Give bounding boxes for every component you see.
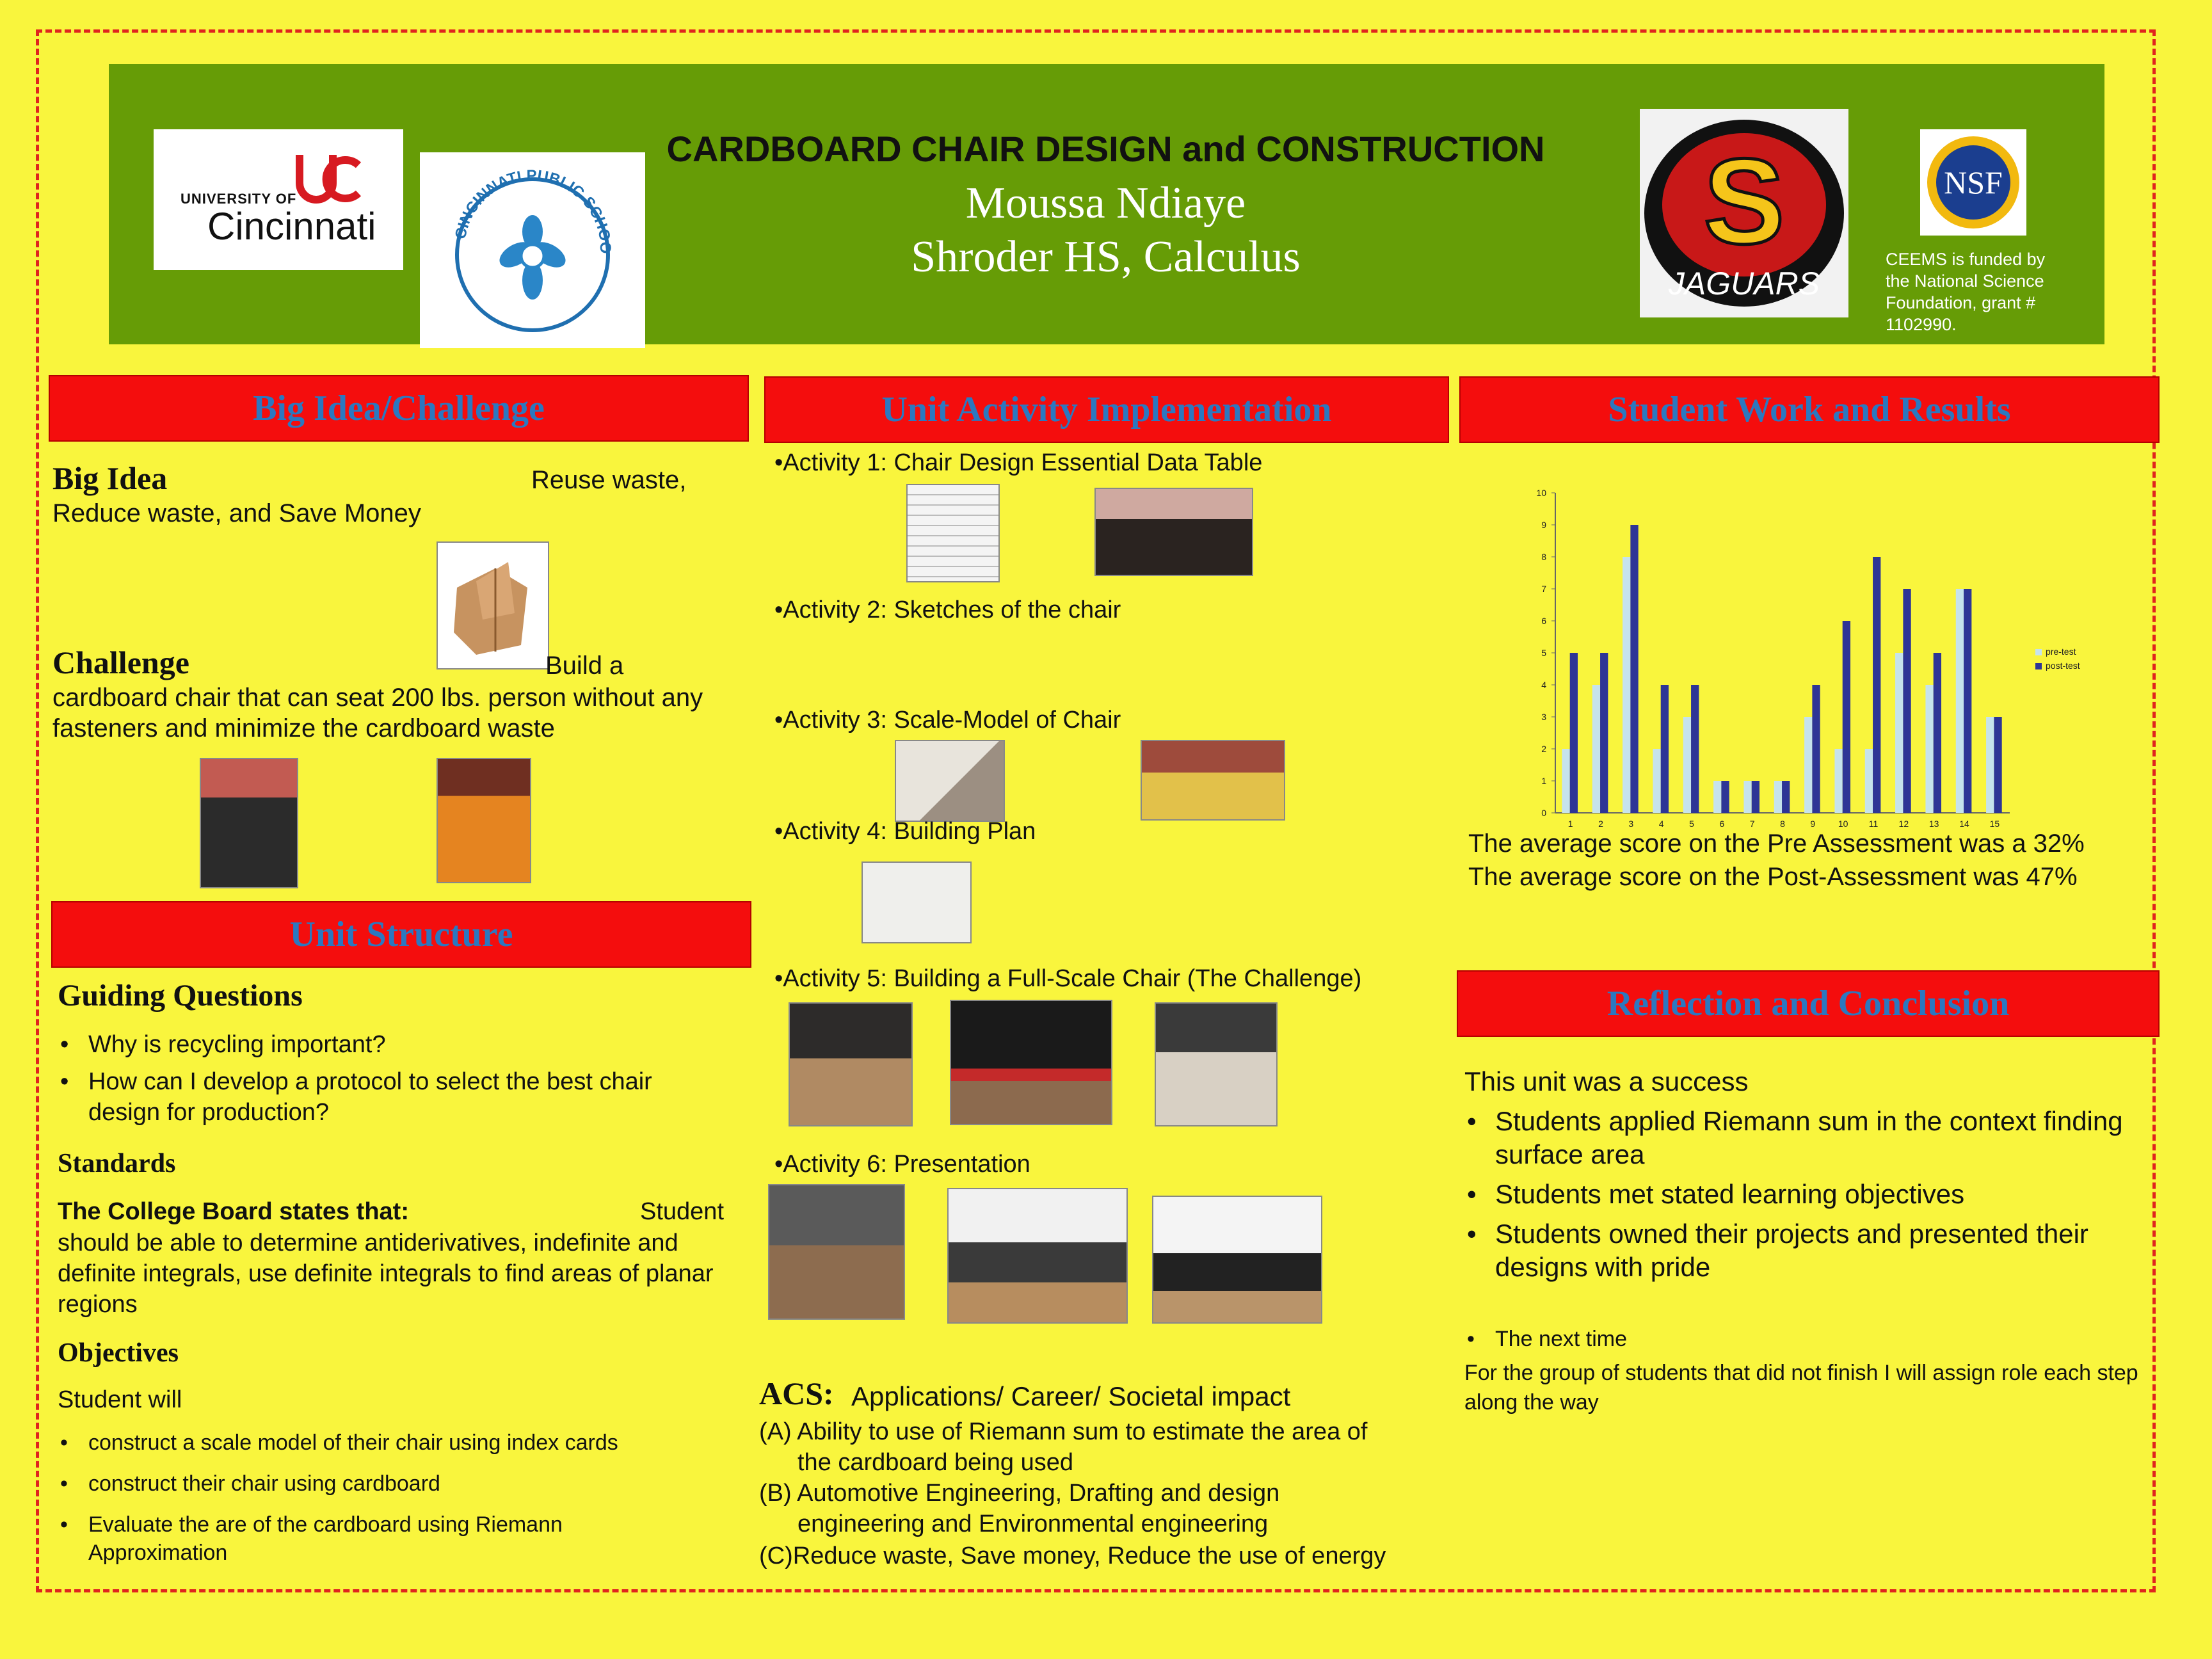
bar-post-test-10 <box>1843 621 1850 813</box>
objectives-label: Objectives <box>58 1338 179 1368</box>
objectives-intro: Student will <box>58 1386 182 1413</box>
bar-post-test-3 <box>1630 525 1638 813</box>
student-photo-2 <box>437 758 531 883</box>
challenge-text-1: Build a <box>545 652 624 680</box>
standards-word: Student <box>640 1198 724 1225</box>
bar-pre-test-9 <box>1804 717 1812 813</box>
y-tick-label: 1 <box>1541 776 1546 786</box>
bar-pre-test-14 <box>1956 589 1964 813</box>
classroom-photo-2 <box>1141 740 1285 821</box>
acs-c-line: (C)Reduce waste, Save money, Reduce the use of energy <box>759 1543 1386 1569</box>
x-tick-label: 14 <box>1959 819 1969 829</box>
bar-post-test-9 <box>1812 685 1820 813</box>
activities-header: Unit Activity Implementation <box>764 376 1449 443</box>
jaguars-logo-text: JAGUARS <box>1668 266 1820 301</box>
legend-swatch-pre-test <box>2035 649 2042 655</box>
pre-assessment-text: The average score on the Pre Assessment was a 32% <box>1468 830 2085 858</box>
scale-model-photo <box>895 740 1005 822</box>
uc-logo <box>154 129 403 270</box>
next-time-text: For the group of students that did not finish I will assign role each step along the way <box>1464 1361 2138 1415</box>
y-tick-label: 9 <box>1541 520 1546 530</box>
cps-logo-text: CINCINNATI PUBLIC SCHOO <box>451 166 614 254</box>
svg-text:S: S <box>1703 134 1785 269</box>
y-tick-label: 3 <box>1541 712 1546 722</box>
nsf-logo <box>1920 129 2026 236</box>
presentation-photo-3 <box>1152 1196 1322 1324</box>
guiding-questions-label: Guiding Questions <box>58 979 303 1013</box>
uc-logo-big-text: Cincinnati <box>207 205 376 248</box>
next-time-label: • The next time <box>1464 1325 2212 1353</box>
acs-b-line-2: engineering and Environmental engineering <box>797 1511 1269 1537</box>
bar-pre-test-15 <box>1986 717 1994 813</box>
big-idea-label: Big Idea <box>52 460 168 496</box>
legend-label-pre-test: pre-test <box>2046 646 2076 657</box>
bar-pre-test-5 <box>1683 717 1691 813</box>
activity-4: •Activity 4: Building Plan <box>774 818 1036 845</box>
activity-3: •Activity 3: Scale-Model of Chair <box>774 707 1121 733</box>
challenge-text-3: fasteners and minimize the cardboard waste <box>52 714 555 742</box>
bar-pre-test-6 <box>1713 781 1721 813</box>
objective-1: • construct a scale model of their chair using index cards <box>58 1429 698 1457</box>
objective-3: • Evaluate the are of the cardboard using Riemann Approximation <box>58 1511 664 1567</box>
activity-5: •Activity 5: Building a Full-Scale Chair (The Challenge) <box>774 965 1362 992</box>
big-idea-text-2: Reduce waste, and Save Money <box>52 499 421 527</box>
bar-post-test-15 <box>1994 717 2001 813</box>
acs-label: ACS: <box>759 1375 834 1411</box>
bar-post-test-6 <box>1721 781 1729 813</box>
legend-swatch-post-test <box>2035 663 2042 669</box>
reflection-header: Reflection and Conclusion <box>1457 970 2160 1037</box>
jaguars-logo <box>1640 109 1848 317</box>
funding-note: CEEMS is funded by the National Science Foundation, grant # 1102990. <box>1886 250 2046 334</box>
y-tick-label: 7 <box>1541 584 1546 594</box>
x-tick-label: 11 <box>1868 819 1879 829</box>
bar-pre-test-12 <box>1895 653 1903 813</box>
bar-pre-test-1 <box>1562 749 1569 813</box>
reflection-point-2: • Students met stated learning objectives <box>1464 1178 2156 1211</box>
activity-2: •Activity 2: Sketches of the chair <box>774 597 1121 623</box>
student-photo-1 <box>200 758 298 888</box>
reflection-points <box>1464 1105 2156 1284</box>
y-tick-label: 2 <box>1541 744 1546 754</box>
big-idea-text-1: Reuse waste, <box>531 466 687 494</box>
bar-post-test-1 <box>1570 653 1578 813</box>
x-tick-label: 15 <box>1989 819 2000 829</box>
x-tick-label: 12 <box>1898 819 1909 829</box>
nsf-logo-text: NSF <box>1944 164 2003 200</box>
unit-structure-header: Unit Structure <box>51 901 751 968</box>
bar-post-test-5 <box>1691 685 1699 813</box>
acs-a-line-1: (A) Ability to use of Riemann sum to estimate the area of <box>759 1418 1368 1445</box>
bar-post-test-14 <box>1964 589 1971 813</box>
bar-post-test-11 <box>1873 557 1880 813</box>
x-tick-label: 1 <box>1567 819 1573 829</box>
bar-post-test-8 <box>1782 781 1790 813</box>
objectives-list <box>58 1429 698 1567</box>
data-table-photo <box>906 484 1000 582</box>
bar-pre-test-13 <box>1925 685 1933 813</box>
guiding-question-2: • How can I develop a protocol to select the best chair design for production? <box>58 1066 728 1128</box>
reflection-point-1: • Students applied Riemann sum in the context finding surface area <box>1464 1105 2156 1171</box>
poster-title: CARDBOARD CHAIR DESIGN and CONSTRUCTION <box>666 129 1545 169</box>
author-name: Moussa Ndiaye <box>965 179 1246 228</box>
x-tick-label: 4 <box>1658 819 1664 829</box>
presentation-photo-2 <box>947 1188 1128 1324</box>
bar-pre-test-10 <box>1834 749 1842 813</box>
bar-pre-test-11 <box>1865 749 1873 813</box>
assessment-chart <box>1472 474 2125 832</box>
guiding-questions-list <box>58 1029 723 1128</box>
build-photo-1 <box>789 1002 913 1126</box>
x-tick-label: 13 <box>1928 819 1939 829</box>
building-plan-photo <box>862 862 972 943</box>
results-header: Student Work and Results <box>1459 376 2160 443</box>
x-tick-label: 2 <box>1598 819 1603 829</box>
standards-text: should be able to determine antiderivatives, indefinite and definite integrals, use definite integrals to find areas of planar regions <box>58 1230 714 1318</box>
big-idea-header: Big Idea/Challenge <box>49 375 749 442</box>
x-tick-label: 9 <box>1810 819 1816 829</box>
y-tick-label: 0 <box>1541 808 1546 818</box>
bar-pre-test-3 <box>1623 557 1630 813</box>
assessment-chart-svg <box>1472 474 2125 832</box>
build-photo-2 <box>950 1000 1112 1125</box>
y-tick-label: 8 <box>1541 552 1546 562</box>
bar-pre-test-7 <box>1743 781 1751 813</box>
reflection-point-3: • Students owned their projects and presented their designs with pride <box>1464 1217 2156 1284</box>
build-photo-3 <box>1155 1002 1278 1126</box>
presentation-photo-1 <box>768 1184 905 1320</box>
bar-pre-test-8 <box>1774 781 1782 813</box>
challenge-label: Challenge <box>52 645 189 680</box>
acs-b-line-1: (B) Automotive Engineering, Drafting and design <box>759 1480 1280 1507</box>
x-tick-label: 7 <box>1749 819 1755 829</box>
bar-post-test-12 <box>1903 589 1911 813</box>
x-tick-label: 10 <box>1838 819 1848 829</box>
x-tick-label: 5 <box>1689 819 1694 829</box>
cardboard-pieces-photo <box>437 541 549 669</box>
bar-post-test-4 <box>1661 685 1669 813</box>
legend-label-post-test: post-test <box>2046 661 2080 671</box>
bar-pre-test-2 <box>1592 685 1600 813</box>
guiding-question-1: • Why is recycling important? <box>58 1029 723 1060</box>
objective-2: • construct their chair using cardboard <box>58 1470 698 1498</box>
standards-label: Standards <box>58 1149 176 1178</box>
uc-monogram <box>293 151 364 206</box>
y-tick-label: 10 <box>1536 488 1546 498</box>
school-name: Shroder HS, Calculus <box>911 232 1301 282</box>
bar-pre-test-4 <box>1653 749 1660 813</box>
y-tick-label: 4 <box>1541 680 1546 690</box>
post-assessment-text: The average score on the Post-Assessment was 47% <box>1468 863 2078 891</box>
classroom-photo-1 <box>1094 488 1253 576</box>
standards-lead: The College Board states that: <box>58 1198 409 1225</box>
bar-post-test-7 <box>1752 781 1759 813</box>
challenge-text-2: cardboard chair that can seat 200 lbs. person without any <box>52 684 703 712</box>
activity-6: •Activity 6: Presentation <box>774 1151 1030 1178</box>
x-tick-label: 3 <box>1628 819 1634 829</box>
uc-logo-small-text: UNIVERSITY OF <box>180 191 297 207</box>
reflection-intro: This unit was a success <box>1464 1066 1749 1096</box>
x-tick-label: 8 <box>1780 819 1785 829</box>
acs-title: Applications/ Career/ Societal impact <box>851 1381 1291 1411</box>
bar-post-test-2 <box>1600 653 1608 813</box>
acs-a-line-2: the cardboard being used <box>797 1449 1073 1476</box>
y-tick-label: 5 <box>1541 648 1546 658</box>
x-tick-label: 6 <box>1719 819 1725 829</box>
y-tick-label: 6 <box>1541 616 1546 626</box>
activity-1: •Activity 1: Chair Design Essential Data Table <box>774 449 1263 476</box>
bar-post-test-13 <box>1934 653 1941 813</box>
